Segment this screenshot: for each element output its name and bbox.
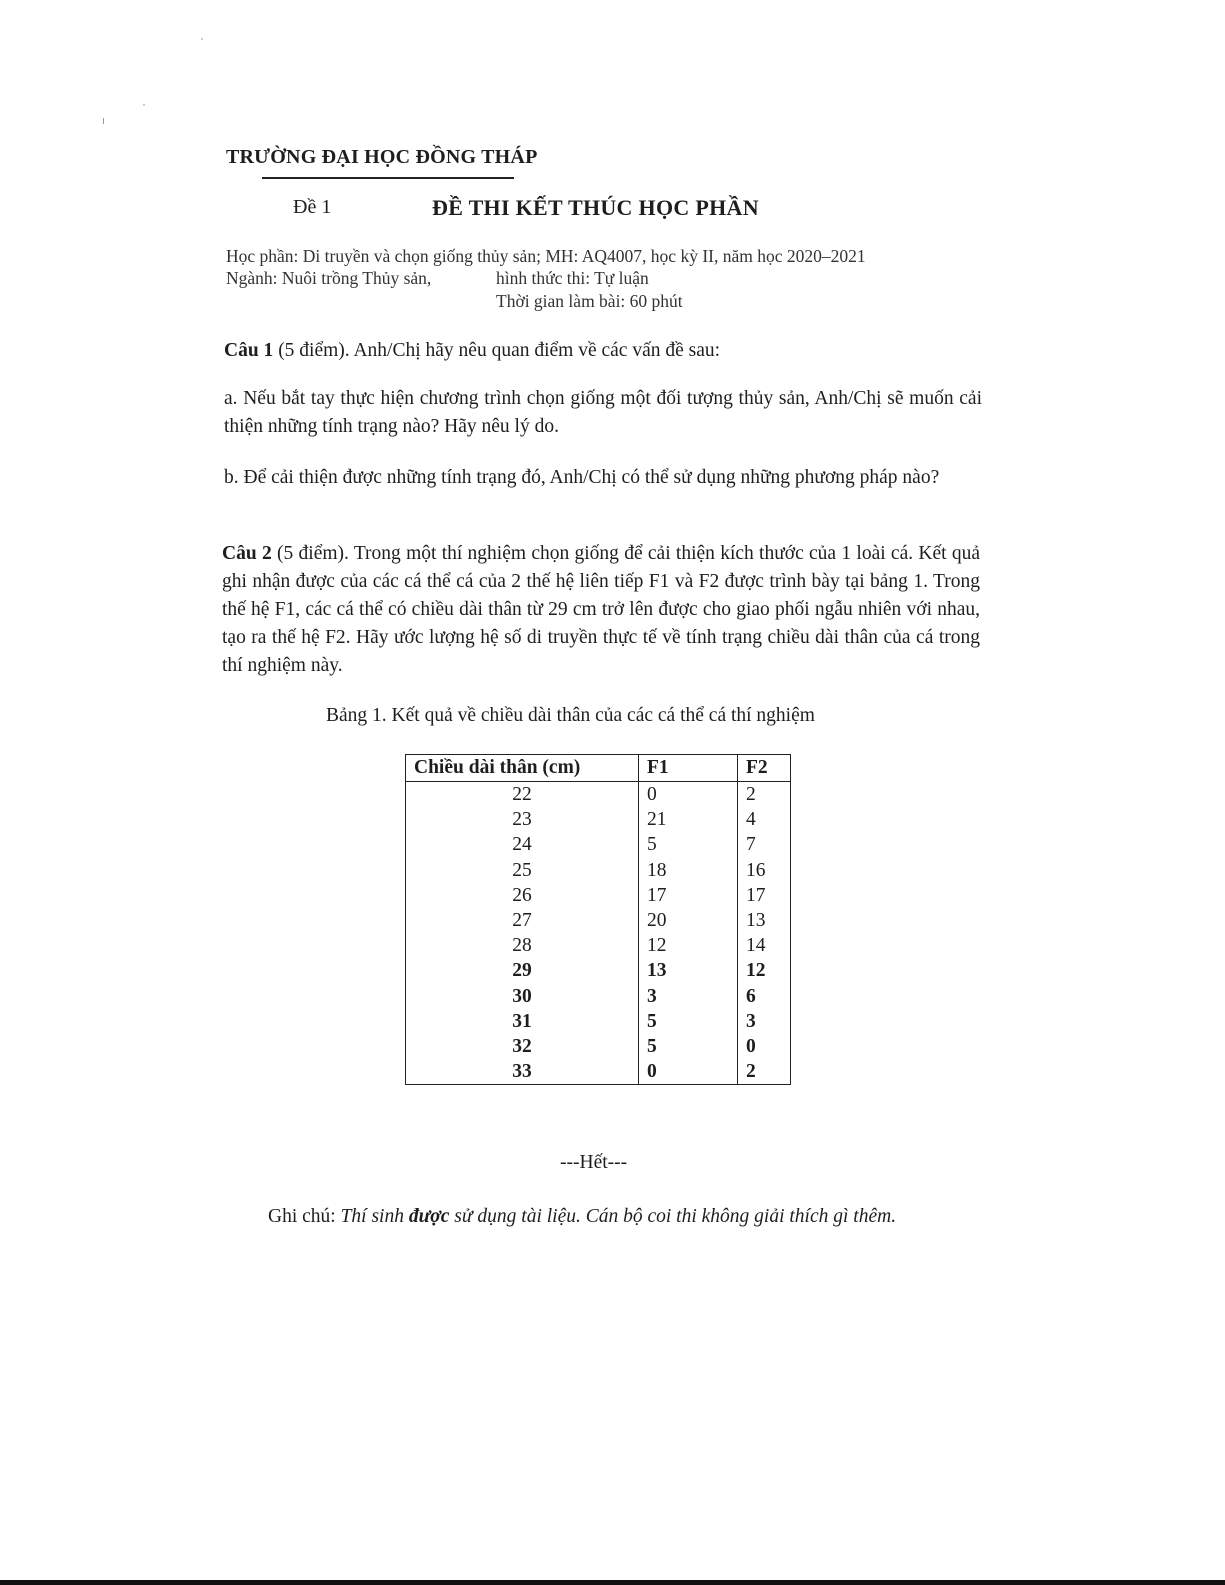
question-1-label: Câu 1 [224, 340, 274, 361]
length-cell: 27 [406, 908, 639, 933]
school-name: TRƯỜNG ĐẠI HỌC ĐỒNG THÁP [226, 146, 538, 168]
question-1a: a. Nếu bắt tay thực hiện chương trình chọn giống một đối tượng thủy sản, Anh/Chị sẽ muốn cải thiện những tính trạng nào? Hãy nêu lý do. [224, 388, 982, 437]
note-text [341, 1206, 897, 1227]
f1-cell: 5 [639, 832, 738, 857]
scan-edge [0, 1580, 1225, 1585]
f1-cell: 3 [639, 984, 738, 1009]
school-underline [262, 177, 514, 179]
f2-cell: 6 [738, 984, 791, 1009]
f1-cell: 0 [639, 782, 738, 808]
length-cell: 29 [406, 958, 639, 983]
f2-cell: 14 [738, 933, 791, 958]
length-cell: 23 [406, 807, 639, 832]
f2-cell: 17 [738, 883, 791, 908]
f2-cell: 12 [738, 958, 791, 983]
f1-cell: 21 [639, 807, 738, 832]
note-bold-word: được [408, 1206, 450, 1227]
footer-note [268, 1206, 896, 1228]
exam-number: Đề 1 [293, 196, 332, 218]
length-cell: 30 [406, 984, 639, 1009]
table-row [406, 807, 791, 832]
exam-form-info: hình thức thi: Tự luận [496, 268, 649, 288]
scan-mark [103, 118, 104, 124]
table-row-selected [406, 958, 791, 983]
f1-cell: 17 [639, 883, 738, 908]
f2-cell: 13 [738, 908, 791, 933]
note-label: Ghi chú: [268, 1206, 341, 1227]
f2-cell: 7 [738, 832, 791, 857]
table-header-row [406, 755, 791, 782]
table-caption: Bảng 1. Kết quả về chiều dài thân của các cá thể cá thí nghiệm [326, 705, 815, 726]
duration-info: Thời gian làm bài: 60 phút [496, 291, 683, 311]
f2-cell: 0 [738, 1034, 791, 1059]
table-row [406, 933, 791, 958]
scan-speck [143, 104, 145, 106]
table-row [406, 883, 791, 908]
course-info: Học phần: Di truyền và chọn giống thủy sản; MH: AQ4007, học kỳ II, năm học 2020–2021 [226, 246, 866, 266]
f2-cell: 4 [738, 807, 791, 832]
length-cell: 22 [406, 782, 639, 808]
note-part-1: Thí sinh [340, 1206, 409, 1227]
f1-cell: 5 [639, 1009, 738, 1034]
question-2-text: (5 điểm). Trong một thí nghiệm chọn giống để cải thiện kích thước của 1 loài cá. Kết quả ghi nhận được của các cá thể cá của 2 thế hệ liên tiếp F1 và F2 được trình bày tại bảng 1. Trong thế hệ F1, các cá thể có chiều dài thân từ 29 cm trở lên được cho giao phối ngẫu nhiên với nhau, tạo ra thế hệ F2. Hãy ước lượng hệ số di truyền thực tế về tính trạng chiều dài thân của cá trong thí nghiệm này. [222, 543, 980, 676]
major-info: Ngành: Nuôi trồng Thủy sản, [226, 268, 432, 288]
length-cell: 25 [406, 858, 639, 883]
f1-cell: 0 [639, 1059, 738, 1085]
note-part-2: sử dụng tài liệu. Cán bộ coi thi không giải thích gì thêm. [449, 1206, 897, 1227]
length-cell: 33 [406, 1059, 639, 1085]
f1-cell: 20 [639, 908, 738, 933]
f1-cell: 13 [639, 958, 738, 983]
f1-cell: 12 [639, 933, 738, 958]
header-length: Chiều dài thân (cm) [406, 755, 639, 782]
f2-cell: 2 [738, 782, 791, 808]
table-row [406, 908, 791, 933]
scan-speck [201, 38, 203, 40]
question-1-intro [224, 337, 984, 365]
length-cell: 26 [406, 883, 639, 908]
question-1-text: (5 điểm). Anh/Chị hãy nêu quan điểm về các vấn đề sau: [273, 340, 721, 361]
table-row [406, 858, 791, 883]
question-2 [222, 540, 980, 680]
length-cell: 24 [406, 832, 639, 857]
question-2-label: Câu 2 [222, 543, 272, 564]
length-cell: 31 [406, 1009, 639, 1034]
header-f1: F1 [639, 755, 738, 782]
length-cell: 32 [406, 1034, 639, 1059]
table-row-selected [406, 984, 791, 1009]
table-row-selected [406, 1009, 791, 1034]
question-1b: b. Để cải thiện được những tính trạng đó, Anh/Chị có thể sử dụng những phương pháp nào? [224, 467, 940, 488]
length-cell: 28 [406, 933, 639, 958]
f2-cell: 3 [738, 1009, 791, 1034]
end-mark: ---Hết--- [560, 1152, 628, 1173]
table-row [406, 832, 791, 857]
header-f2: F2 [738, 755, 791, 782]
f2-cell: 16 [738, 858, 791, 883]
f1-cell: 18 [639, 858, 738, 883]
table-row-selected [406, 1059, 791, 1085]
f1-cell: 5 [639, 1034, 738, 1059]
length-table [405, 754, 791, 1085]
exam-title: ĐỀ THI KẾT THÚC HỌC PHẦN [432, 195, 759, 220]
table-row-selected [406, 1034, 791, 1059]
f2-cell: 2 [738, 1059, 791, 1085]
table-row [406, 782, 791, 808]
